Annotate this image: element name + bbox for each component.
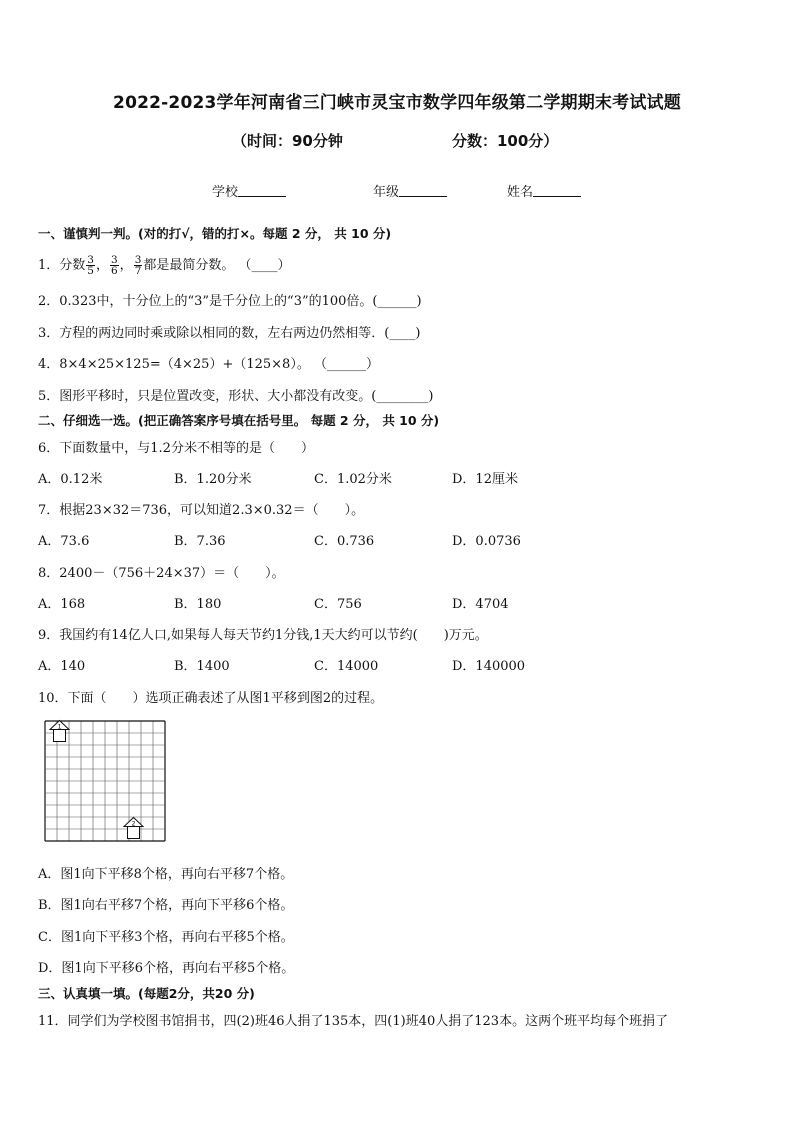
q6-option-c[interactable]: C．1.02分米 (314, 472, 392, 487)
school-blank[interactable] (238, 183, 286, 197)
question-10: 10．下面（ ）选项正确表述了从图1平移到图2的过程。 (38, 691, 384, 706)
fraction-1: $\frac{3}{5}$ (87, 254, 94, 277)
question-5: 5．图形平移时，只是位置改变，形状、大小都没有改变。(________) (38, 389, 434, 404)
question-7: 7．根据23×32＝736，可以知道2.3×0.32＝（ ）。 (38, 503, 365, 518)
question-6: 6．下面数量中，与1.2分米不相等的是（ ） (38, 441, 314, 456)
grade-field (373, 181, 447, 200)
q9-option-b[interactable]: B．1400 (174, 659, 230, 674)
q10-option-b[interactable]: B．图1向右平移7个格，再向下平移6个格。 (38, 898, 294, 913)
question-4: 4．8×4×25×125=（4×25）+（125×8）。 （______） (38, 357, 379, 372)
section-3-title: 三、认真填一填。(每题2分，共20 分) (38, 986, 255, 1001)
question-3: 3．方程的两边同时乘或除以相同的数，左右两边仍然相等．(____) (38, 326, 421, 341)
question-8: 8．2400－（756＋24×37）＝（ ）。 (38, 566, 285, 581)
q7-option-b[interactable]: B．7.36 (174, 534, 226, 549)
fraction-3: $\frac{3}{7}$ (134, 254, 142, 277)
name-label: 姓名 (507, 185, 534, 200)
q8-option-c[interactable]: C．756 (314, 597, 362, 612)
q8-option-d[interactable]: D．4704 (452, 597, 509, 612)
q9-option-d[interactable]: D．140000 (452, 659, 526, 674)
question-11: 11．同学们为学校图书馆捐书，四(2)班46人捐了135本，四(1)班40人捐了123本。这两个班平均每个班捐了 (38, 1014, 669, 1029)
school-field (212, 181, 286, 200)
q7-option-a[interactable]: A．73.6 (38, 534, 90, 549)
question-2: 2．0.323中，十分位上的“3”是千分位上的“3”的100倍。(______) (38, 294, 422, 309)
grade-label: 年级 (373, 185, 400, 200)
translation-grid-figure (43, 719, 167, 843)
q7-option-d[interactable]: D．0.0736 (452, 534, 521, 549)
shape-figure-2 (124, 818, 143, 839)
q8-option-b[interactable]: B．180 (174, 597, 222, 612)
section-2-title: 二、仔细选一选。(把正确答案序号填在括号里。 每题 2 分， 共 10 分) (38, 413, 440, 428)
q1-prefix: 1．分数 (38, 258, 86, 273)
name-blank[interactable] (533, 183, 581, 197)
q6-option-b[interactable]: B．1.20分米 (174, 472, 252, 487)
q6-option-d[interactable]: D．12厘米 (452, 472, 518, 487)
q7-option-c[interactable]: C．0.736 (314, 534, 375, 549)
name-field (507, 181, 581, 200)
exam-time: （时间：90分钟 (232, 132, 343, 150)
section-1-title: 一、谨慎判一判。(对的打√，错的打×。每题 2 分， 共 10 分) (38, 226, 392, 241)
q1-suffix: 都是最简分数。 （____） (143, 258, 291, 273)
figure-1-label: 1 (57, 723, 62, 731)
q10-option-c[interactable]: C．图1向下平移3个格，再向右平移5个格。 (38, 930, 294, 945)
shape-figure-1 (50, 721, 69, 742)
q8-option-a[interactable]: A．168 (38, 597, 86, 612)
question-9: 9．我国约有14亿人口,如果每人每天节约1分钱,1天大约可以节约( )万元。 (38, 628, 488, 643)
grade-blank[interactable] (399, 183, 447, 197)
q9-option-c[interactable]: C．14000 (314, 659, 379, 674)
q10-option-d[interactable]: D．图1向下平移6个格，再向右平移5个格。 (38, 961, 295, 976)
q6-option-a[interactable]: A．0.12米 (38, 472, 103, 487)
q10-option-a[interactable]: A．图1向下平移8个格，再向右平移7个格。 (38, 867, 294, 882)
q9-option-a[interactable]: A．140 (38, 659, 86, 674)
exam-score: 分数：100分） (452, 132, 559, 150)
figure-2-label: 2 (131, 820, 136, 828)
exam-title: 2022-2023学年河南省三门峡市灵宝市数学四年级第二学期期末考试试题 (113, 93, 681, 113)
question-1: 1．分数 $\frac{3}{5}$ ， $\frac{3}{6}$ ， $\frac{3}{7}$ 都是最简分数。 （____） (38, 254, 291, 277)
fraction-2: $\frac{3}{6}$ (110, 254, 118, 277)
school-label: 学校 (212, 185, 239, 200)
